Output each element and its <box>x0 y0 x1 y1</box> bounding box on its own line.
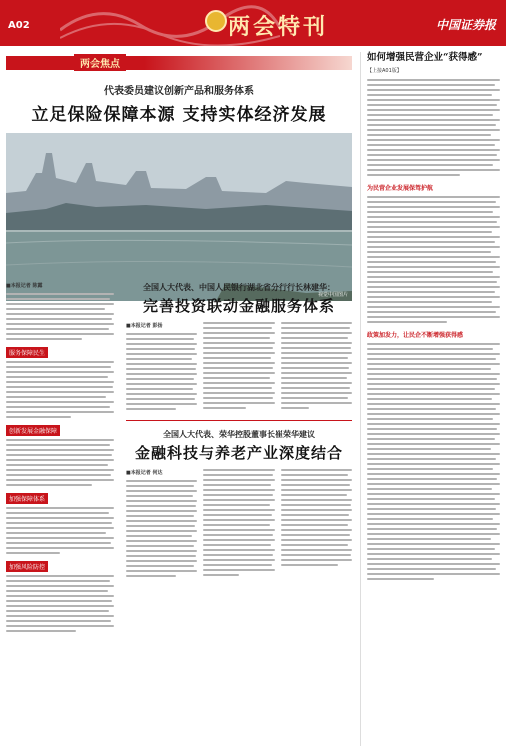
sidebar-source: 【上接A01版】 <box>367 68 402 75</box>
photo-credit: 视觉中国图片 <box>317 292 348 298</box>
sidebar-subheading-2: 政策加发力，让民企不断增强获得感 <box>367 332 464 340</box>
main-article-body <box>6 282 114 746</box>
sidebar-column <box>360 52 500 746</box>
main-kicker: 代表委员建议创新产品和服务体系 <box>104 86 254 97</box>
sidebar-headline: 如何增强民营企业“获得感” <box>367 52 483 63</box>
page-header <box>0 0 506 46</box>
article2-headline: 金融科技与养老产业深度结合 <box>134 444 343 462</box>
section-title: 两会特刊 <box>228 14 329 40</box>
main-headline: 立足保险保障本源 支持实体经济发展 <box>31 105 327 125</box>
city-river-photo <box>6 133 352 301</box>
article1-kicker: 全国人大代表、中国人民银行湖北省分行行长林建华： <box>143 283 335 292</box>
page-number: A02 <box>8 20 30 31</box>
newspaper-logo: 中国证券报 <box>435 18 496 32</box>
main-column <box>6 52 352 746</box>
photo-illustration <box>6 133 352 301</box>
secondary-articles <box>126 282 352 746</box>
sidebar-subheading-1: 为民营企业发展保驾护航 <box>367 185 434 193</box>
subheading-1: 服务保障民生 <box>6 347 48 358</box>
article-divider <box>126 420 352 421</box>
article2-kicker: 全国人大代表、荣华控股董事长崔荣华建议 <box>163 430 315 439</box>
section-banner <box>6 52 352 72</box>
article2-byline: ■本报记者 何达 <box>126 470 163 476</box>
article-columns <box>6 282 352 746</box>
article1-byline: ■本报记者 彭扬 <box>126 323 163 329</box>
subheading-3: 加强保障体系 <box>6 493 48 504</box>
national-emblem-icon <box>205 10 227 32</box>
article1-headline: 完善投资联动金融服务体系 <box>142 297 335 315</box>
subheading-4: 加强风险防控 <box>6 561 48 572</box>
subheading-2: 创新发展金融保障 <box>6 425 60 436</box>
main-byline: ■本报记者 陈露 <box>6 283 43 289</box>
banner-tag: 两会焦点 <box>74 54 126 71</box>
